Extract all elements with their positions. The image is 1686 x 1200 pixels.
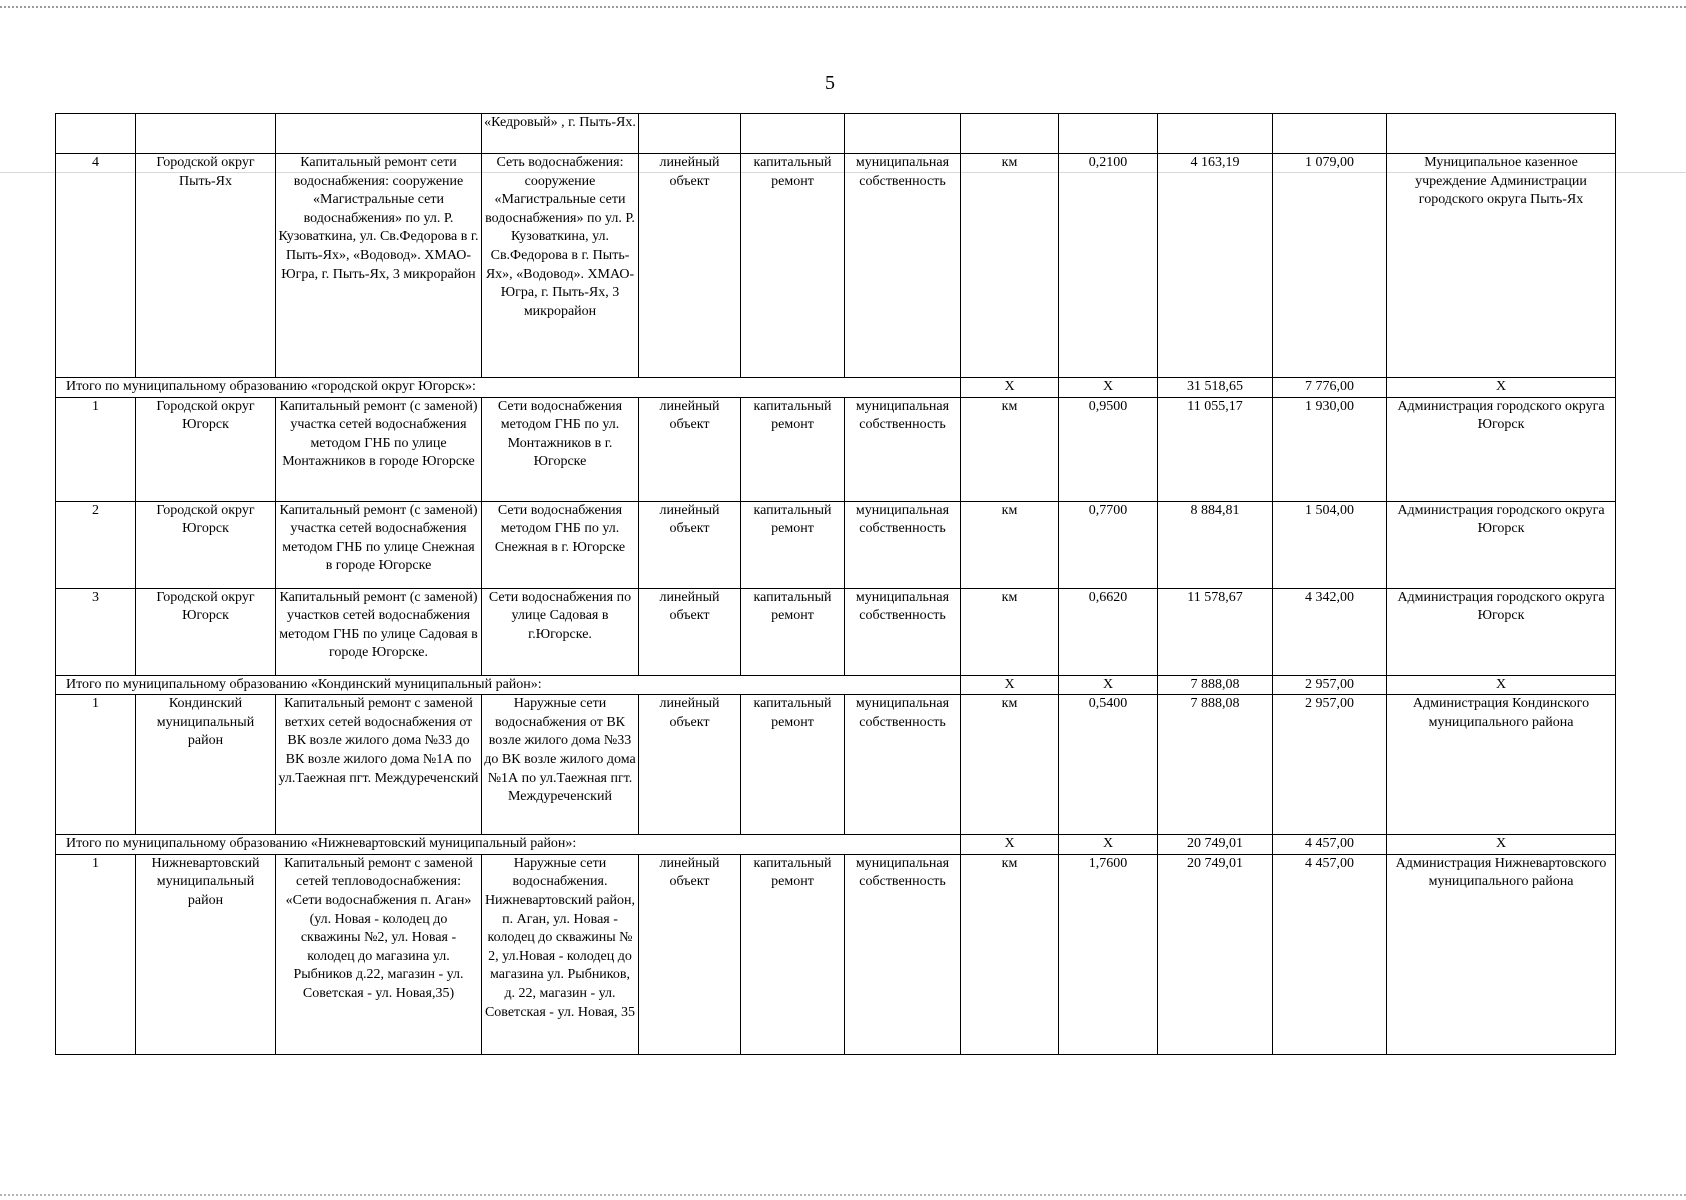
object-type-cell: линейный объект (639, 695, 741, 835)
municipality-cell: Городской округ Пыть-Ях (136, 154, 276, 378)
object-name-cell: Капитальный ремонт (с заменой) участка сетей водоснабжения методом ГНБ по улице Снежная в городе Югорске (276, 501, 482, 588)
ownership-cell: муниципальная собственность (845, 588, 961, 675)
table-row (56, 397, 1616, 501)
scan-edge-top (0, 6, 1686, 8)
work-type-cell: капитальный ремонт (741, 854, 845, 1054)
row-number: 4 (56, 154, 136, 378)
ownership-cell: муниципальная собственность (845, 695, 961, 835)
municipality-cell: Нижневартовский муниципальный район (136, 854, 276, 1054)
cost-cell: 31 518,65 (1158, 378, 1273, 398)
financing-cell: 1 079,00 (1273, 154, 1387, 378)
object-location-cell: Наружные сети водоснабжения. Нижневартовский район, п. Аган, ул. Новая - колодец до скважины № 2, ул.Новая - колодец до магазина ул. Рыбников, д. 22, магазин - ул. Советская - ул. Новая, 35 (482, 854, 639, 1054)
work-type-cell: капитальный ремонт (741, 695, 845, 835)
customer-cell: Муниципальное казенное учреждение Администрации городского округа Пыть-Ях (1387, 154, 1616, 378)
cost-cell (1158, 114, 1273, 154)
object-location-cell: Сети водоснабжения методом ГНБ по ул. Монтажников в г. Югорске (482, 397, 639, 501)
unit-cell: Х (961, 835, 1059, 855)
object-location-cell: Наружные сети водоснабжения от ВК возле жилого дома №33 до ВК возле жилого дома №1А по ул.Таежная пгт. Междуреченский (482, 695, 639, 835)
unit-cell: км (961, 588, 1059, 675)
total-row (56, 675, 1616, 695)
table-row (56, 854, 1616, 1054)
financing-cell: 1 930,00 (1273, 397, 1387, 501)
municipality-cell: Городской округ Югорск (136, 501, 276, 588)
cost-cell: 20 749,01 (1158, 835, 1273, 855)
capacity-cell: 0,5400 (1059, 695, 1158, 835)
unit-cell: км (961, 695, 1059, 835)
customer-cell: Администрация городского округа Югорск (1387, 397, 1616, 501)
object-location-cell: Сети водоснабжения по улице Садовая в г.Югорске. (482, 588, 639, 675)
unit-cell: Х (961, 675, 1059, 695)
work-type-cell: капитальный ремонт (741, 588, 845, 675)
total-label: Итого по муниципальному образованию «Нижневартовский муниципальный район»: (56, 835, 961, 855)
unit-cell: км (961, 854, 1059, 1054)
capacity-cell: 0,6620 (1059, 588, 1158, 675)
work-type-cell (741, 114, 845, 154)
total-label: Итого по муниципальному образованию «городской округ Югорск»: (56, 378, 961, 398)
total-label: Итого по муниципальному образованию «Кондинский муниципальный район»: (56, 675, 961, 695)
table-body (56, 114, 1616, 1055)
capacity-cell: Х (1059, 835, 1158, 855)
capacity-cell: 0,2100 (1059, 154, 1158, 378)
table-row (56, 588, 1616, 675)
customer-cell: Х (1387, 378, 1616, 398)
table-row (56, 154, 1616, 378)
object-name-cell: Капитальный ремонт сети водоснабжения: сооружение «Магистральные сети водоснабжения» по ул. Р. Кузоваткина, ул. Св.Федорова в г. Пыть-Ях», «Водовод». ХМАО-Югра, г. Пыть-Ях, 3 микрорайон (276, 154, 482, 378)
capacity-cell: 0,9500 (1059, 397, 1158, 501)
object-type-cell: линейный объект (639, 854, 741, 1054)
capacity-cell (1059, 114, 1158, 154)
object-type-cell: линейный объект (639, 501, 741, 588)
ownership-cell: муниципальная собственность (845, 397, 961, 501)
table-row (56, 695, 1616, 835)
object-location-cell: Сети водоснабжения методом ГНБ по ул. Снежная в г. Югорске (482, 501, 639, 588)
object-name-cell: Капитальный ремонт с заменой сетей тепловодоснабжения: «Сети водоснабжения п. Аган» (ул. Новая - колодец до скважины №2, ул. Новая - колодец до магазина ул. Рыбников д.22, магазин - ул. Советская - ул. Новая,35) (276, 854, 482, 1054)
row-number: 1 (56, 854, 136, 1054)
capital-repair-table (55, 113, 1616, 1055)
financing-cell: 1 504,00 (1273, 501, 1387, 588)
row-number: 1 (56, 695, 136, 835)
object-location-cell: «Кедровый» , г. Пыть-Ях. (482, 114, 639, 154)
row-number: 2 (56, 501, 136, 588)
customer-cell: Х (1387, 675, 1616, 695)
ownership-cell: муниципальная собственность (845, 501, 961, 588)
financing-cell: 2 957,00 (1273, 695, 1387, 835)
customer-cell: Администрация Нижневартовского муниципального района (1387, 854, 1616, 1054)
scan-edge-bottom (0, 1194, 1686, 1196)
financing-cell (1273, 114, 1387, 154)
unit-cell: км (961, 501, 1059, 588)
capacity-cell: 0,7700 (1059, 501, 1158, 588)
unit-cell: км (961, 154, 1059, 378)
customer-cell: Администрация городского округа Югорск (1387, 588, 1616, 675)
financing-cell: 7 776,00 (1273, 378, 1387, 398)
ownership-cell (845, 114, 961, 154)
customer-cell: Администрация Кондинского муниципального района (1387, 695, 1616, 835)
cost-cell: 4 163,19 (1158, 154, 1273, 378)
work-type-cell: капитальный ремонт (741, 397, 845, 501)
page-number: 5 (825, 72, 835, 94)
total-row (56, 835, 1616, 855)
municipality-cell: Городской округ Югорск (136, 588, 276, 675)
object-name-cell: Капитальный ремонт с заменой ветхих сетей водоснабжения от ВК возле жилого дома №33 до ВК возле жилого дома №1А по ул.Таежная пгт. Междуреченский (276, 695, 482, 835)
capacity-cell: Х (1059, 378, 1158, 398)
municipality-cell: Кондинский муниципальный район (136, 695, 276, 835)
cost-cell: 11 055,17 (1158, 397, 1273, 501)
financing-cell: 4 342,00 (1273, 588, 1387, 675)
cost-cell: 8 884,81 (1158, 501, 1273, 588)
table-row (56, 501, 1616, 588)
object-location-cell: Сеть водоснабжения: сооружение «Магистральные сети водоснабжения» по ул. Р. Кузоваткина, ул. Св.Федорова в г. Пыть-Ях», «Водовод». ХМАО-Югра, г. Пыть-Ях, 3 микрорайон (482, 154, 639, 378)
total-row (56, 378, 1616, 398)
row-number: 3 (56, 588, 136, 675)
object-type-cell: линейный объект (639, 397, 741, 501)
work-type-cell: капитальный ремонт (741, 501, 845, 588)
financing-cell: 4 457,00 (1273, 835, 1387, 855)
object-type-cell: линейный объект (639, 588, 741, 675)
cost-cell: 7 888,08 (1158, 675, 1273, 695)
unit-cell (961, 114, 1059, 154)
row-number (56, 114, 136, 154)
cost-cell: 20 749,01 (1158, 854, 1273, 1054)
table-row (56, 114, 1616, 154)
municipality-cell: Городской округ Югорск (136, 397, 276, 501)
object-name-cell: Капитальный ремонт (с заменой) участка сетей водоснабжения методом ГНБ по улице Монтажников в городе Югорске (276, 397, 482, 501)
unit-cell: Х (961, 378, 1059, 398)
object-type-cell: линейный объект (639, 154, 741, 378)
customer-cell (1387, 114, 1616, 154)
work-type-cell: капитальный ремонт (741, 154, 845, 378)
row-number: 1 (56, 397, 136, 501)
cost-cell: 7 888,08 (1158, 695, 1273, 835)
object-name-cell (276, 114, 482, 154)
ownership-cell: муниципальная собственность (845, 154, 961, 378)
unit-cell: км (961, 397, 1059, 501)
financing-cell: 2 957,00 (1273, 675, 1387, 695)
municipality-cell (136, 114, 276, 154)
ownership-cell: муниципальная собственность (845, 854, 961, 1054)
capacity-cell: 1,7600 (1059, 854, 1158, 1054)
cost-cell: 11 578,67 (1158, 588, 1273, 675)
object-type-cell (639, 114, 741, 154)
customer-cell: Администрация городского округа Югорск (1387, 501, 1616, 588)
capacity-cell: Х (1059, 675, 1158, 695)
object-name-cell: Капитальный ремонт (с заменой) участков сетей водоснабжения методом ГНБ по улице Садовая в городе Югорске. (276, 588, 482, 675)
customer-cell: Х (1387, 835, 1616, 855)
financing-cell: 4 457,00 (1273, 854, 1387, 1054)
